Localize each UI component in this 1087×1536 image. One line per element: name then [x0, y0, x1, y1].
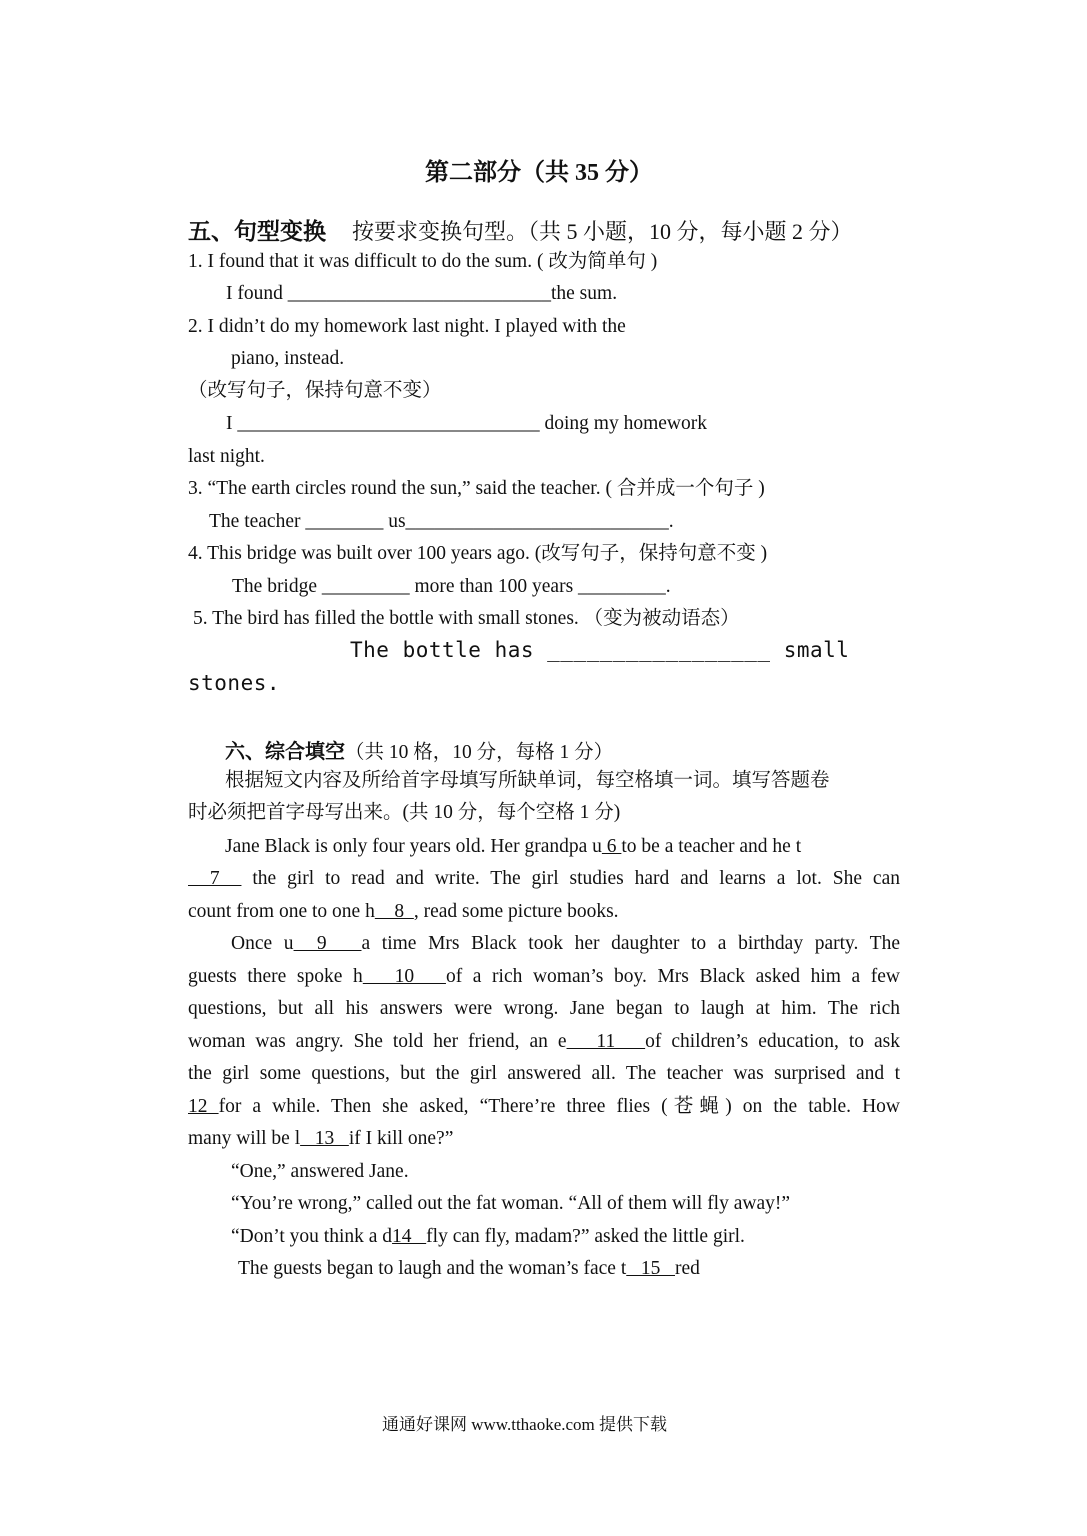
blank-7: 7	[188, 868, 242, 889]
blank-15: 15	[626, 1258, 676, 1279]
blank-9: 9	[293, 933, 362, 954]
passage-p2-line3: questions, but all his answers were wrong. Jane began to laugh at him. The rich	[188, 998, 900, 1019]
q1-line1: 1. I found that it was difficult to do the sum. ( 改为简单句 )	[188, 251, 658, 272]
passage-p2-line5: the girl some questions, but the girl answered all. The teacher was surprised and t	[188, 1063, 900, 1084]
dialogue-guests: The guests began to laugh and the woman’s face t 15 red	[238, 1258, 700, 1279]
blank-8: 8	[374, 901, 414, 922]
passage-p1-line1: Jane Black is only four years old. Her grandpa u 6 to be a teacher and he t	[225, 836, 802, 857]
q5-line1: 5. The bird has filled the bottle with small stones. （变为被动语态）	[193, 608, 740, 629]
q3-answer-line: The teacher ________ us___________________________.	[209, 511, 674, 532]
q2-answer-line: I _______________________________ doing my homework	[226, 413, 707, 434]
blank-11: 11	[566, 1031, 646, 1052]
passage-p1-line2: 7 the girl to read and write. The girl studies hard and learns a lot. She can	[188, 868, 900, 889]
blank-14: 14	[392, 1226, 427, 1247]
blank-6: 6	[601, 836, 622, 857]
q4-line1: 4. This bridge was built over 100 years ago. (改写句子，保持句意不变 )	[188, 543, 768, 564]
section5-requirement: 按要求变换句型。（共 5 小题，10 分，每小题 2 分）	[352, 219, 853, 244]
q2-instruction: （改写句子，保持句意不变）	[188, 380, 442, 401]
passage-p2-line1: Once u 9 a time Mrs Black took her daughter to a birthday party. The	[231, 933, 900, 954]
page-title: 第二部分（共 35 分）	[425, 160, 653, 186]
section6-heading: 六、综合填空	[225, 741, 345, 763]
passage-p2-line2: guests there spoke h 10 of a rich woman’s boy. Mrs Black asked him a few	[188, 966, 901, 987]
q4-answer-line: The bridge _________ more than 100 years _________.	[232, 576, 671, 597]
section6-instruction-1: 根据短文内容及所给首字母填写所缺单词，每空格填一词。填写答题卷	[225, 770, 830, 791]
section6-header	[225, 735, 613, 766]
dialogue-wrong: “You’re wrong,” called out the fat woman. “All of them will fly away!”	[231, 1193, 791, 1214]
passage-p2-line7: many will be l 13 if I kill one?”	[188, 1128, 454, 1149]
blank-10: 10	[362, 966, 446, 987]
passage-p2-line6: 12 for a while. Then she asked, “There’re three flies (苍蝇) on the table. How	[188, 1096, 901, 1117]
blank-12: 12	[188, 1096, 219, 1117]
page-footer: 通通好课网 www.tthaoke.com 提供下载	[382, 1415, 668, 1434]
passage-p1-line3: count from one to one h 8 , read some picture books.	[188, 901, 619, 922]
blank-13: 13	[300, 1128, 349, 1149]
section5-header	[188, 213, 853, 246]
q2-line1: 2. I didn’t do my homework last night. I played with the	[188, 316, 626, 337]
passage-p2-line4: woman was angry. She told her friend, an e 11 of children’s education, to ask	[188, 1031, 901, 1052]
q2-answer-line-end: last night.	[188, 446, 265, 467]
q2-line2: piano, instead.	[231, 348, 345, 369]
dialogue-one: “One,” answered Jane.	[231, 1161, 409, 1182]
section6-instruction-2: 时必须把首字母写出来。(共 10 分，每个空格 1 分)	[188, 802, 621, 823]
q1-answer-line: I found ___________________________the sum.	[226, 283, 618, 304]
section5-heading: 五、句型变换	[188, 219, 326, 244]
section6-heading-note: （共 10 格，10 分，每格 1 分）	[345, 742, 614, 763]
dialogue-dont: “Don’t you think a d14 fly can fly, madam?” asked the little girl.	[231, 1226, 745, 1247]
q5-answer-line-end: stones.	[188, 671, 281, 695]
q3-line1: 3. “The earth circles round the sun,” said the teacher. ( 合并成一个句子 )	[188, 478, 765, 499]
q5-answer-line: The bottle has _________________ small	[350, 638, 850, 662]
